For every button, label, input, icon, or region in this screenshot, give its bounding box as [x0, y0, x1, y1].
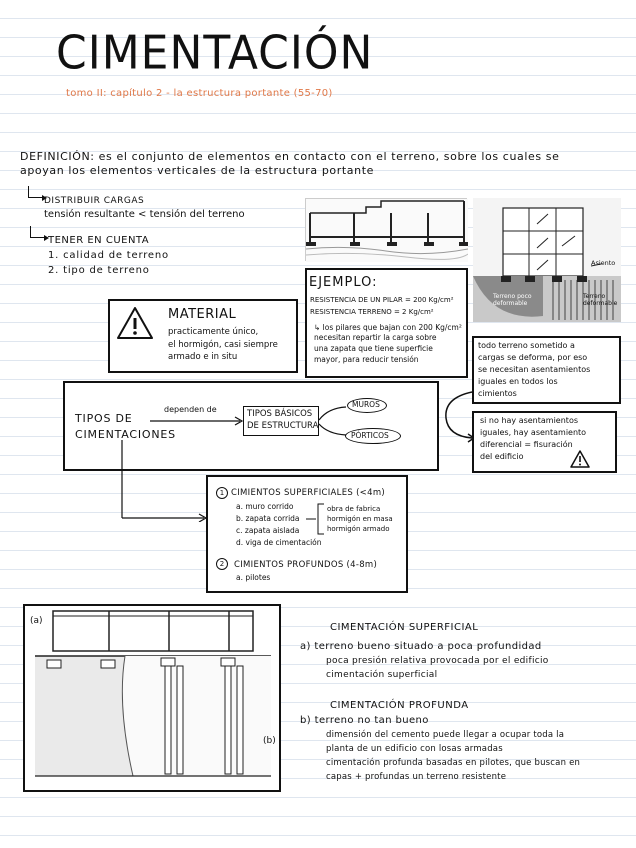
muros-label: MUROS [352, 400, 380, 409]
profunda-line: dimensión del cemento puede llegar a ocupar toda la [326, 730, 565, 740]
tipos-basicos-label: DE ESTRUCTURA [247, 421, 319, 431]
ejemplo-text: necesitan repartir la carga sobre [314, 333, 437, 342]
cimiento-item: c. zapata aislada [236, 526, 300, 535]
tipos-basicos-label: TIPOS BÁSICOS [247, 409, 313, 419]
cimiento-item: d. viga de cimentación [236, 538, 322, 547]
material-line: armado e in situ [168, 352, 238, 362]
tener-heading: TENER EN CUENTA [48, 235, 150, 246]
cimientos-superficiales-heading: CIMIENTOS SUPERFICIALES (<4m) [231, 488, 386, 498]
depende-label: dependen de [164, 405, 217, 414]
tener-item: 1. calidad de terreno [48, 250, 169, 261]
material-line: el hormigón, casi siempre [168, 340, 278, 350]
asentamiento-line: cargas se deforma, por eso [478, 353, 588, 362]
asiento-label: Asiento [591, 259, 616, 267]
material-line: practicamente único, [168, 327, 259, 337]
terreno-poco-label: Terreno poco deformable [493, 293, 532, 307]
superficial-line: a) terreno bueno situado a poca profundidad [300, 641, 542, 652]
profunda-line: cimentación profunda basadas en pilotes, que buscan en [326, 758, 581, 768]
bracket-icon [306, 502, 326, 536]
superficial-line: cimentación superficial [326, 670, 438, 680]
settlement-diagram-image [473, 198, 621, 322]
material-option: obra de fabrica [327, 505, 381, 513]
ejemplo-text: ↳ los pilares que bajan con 200 Kg/cm² [314, 323, 462, 332]
figure-label-b: (b) [263, 736, 276, 746]
cimiento-item: b. zapata corrida [236, 514, 300, 523]
tener-item: 2. tipo de terreno [48, 265, 150, 276]
arrow-icon [28, 186, 42, 198]
cimientos-profundos-heading: CIMIENTOS PROFUNDOS (4-8m) [234, 560, 378, 570]
profunda-line: planta de un edificio con losas armadas [326, 744, 503, 754]
ejemplo-resistencia-pilar: RESISTENCIA DE UN PILAR = 200 Kg/cm² [310, 296, 454, 304]
profunda-title: CIMENTACIÓN PROFUNDA [330, 700, 469, 711]
cimiento-item: a. muro corrido [236, 502, 294, 511]
page-title: CIMENTACIÓN [56, 26, 374, 81]
warning-icon [570, 450, 590, 468]
foundation-comparison-image [23, 604, 281, 792]
porticos-label: PÓRTICOS [351, 431, 389, 440]
number-badge: 2 [216, 558, 228, 570]
profunda-line: b) terreno no tan bueno [300, 715, 429, 726]
asentamiento-line: cimientos [478, 389, 517, 398]
distribuir-sub: tensión resultante < tensión del terreno [44, 209, 245, 220]
asentamiento-line: se necesitan asentamientos [478, 365, 591, 374]
tipos-title: TIPOS DE [75, 412, 133, 425]
sin-asentamiento-line: iguales, hay asentamiento [480, 428, 587, 437]
terreno-muy-label: Terreno deformable [583, 293, 618, 307]
asentamiento-line: iguales en todos los [478, 377, 558, 386]
figure-label-a: (a) [30, 616, 43, 626]
number-badge: 1 [216, 487, 228, 499]
ejemplo-text: una zapata que tiene superficie [314, 344, 433, 353]
definition-line-2: apoyan los elementos verticales de la estructura portante [20, 164, 374, 177]
profunda-line: capas + profundas un terreno resistente [326, 772, 507, 782]
material-title: MATERIAL [168, 307, 237, 322]
cimiento-item: a. pilotes [236, 573, 271, 582]
superficial-title: CIMENTACIÓN SUPERFICIAL [330, 622, 479, 633]
distribuir-heading: DISTRIBUIR CARGAS [44, 196, 145, 206]
superficial-line: poca presión relativa provocada por el edificio [326, 656, 549, 666]
arrow-right-icon [150, 416, 244, 426]
sin-asentamiento-line: diferencial = fisuración [480, 440, 573, 449]
frame-structure-image [305, 198, 467, 261]
ejemplo-text: mayor, para reducir tensión [314, 355, 419, 364]
arrow-down-right-icon [118, 440, 208, 522]
asentamiento-line: todo terreno sometido a [478, 341, 575, 350]
sin-asentamiento-line: si no hay asentamientos [480, 416, 578, 425]
warning-icon [116, 306, 154, 340]
material-option: hormigón en masa [327, 515, 393, 523]
arrow-icon [30, 226, 44, 238]
ejemplo-resistencia-terreno: RESISTENCIA TERRENO = 2 Kg/cm² [310, 308, 434, 316]
ejemplo-title: EJEMPLO: [309, 275, 378, 290]
sin-asentamiento-line: del edificio [480, 452, 524, 461]
material-option: hormigón armado [327, 525, 390, 533]
definition-line-1: DEFINICIÓN: es el conjunto de elementos en contacto con el terreno, sobre los cuales se [20, 150, 560, 163]
subtitle: tomo II: capítulo 2 - la estructura portante (55-70) [66, 88, 333, 99]
tipos-title: CIMENTACIONES [75, 428, 176, 441]
